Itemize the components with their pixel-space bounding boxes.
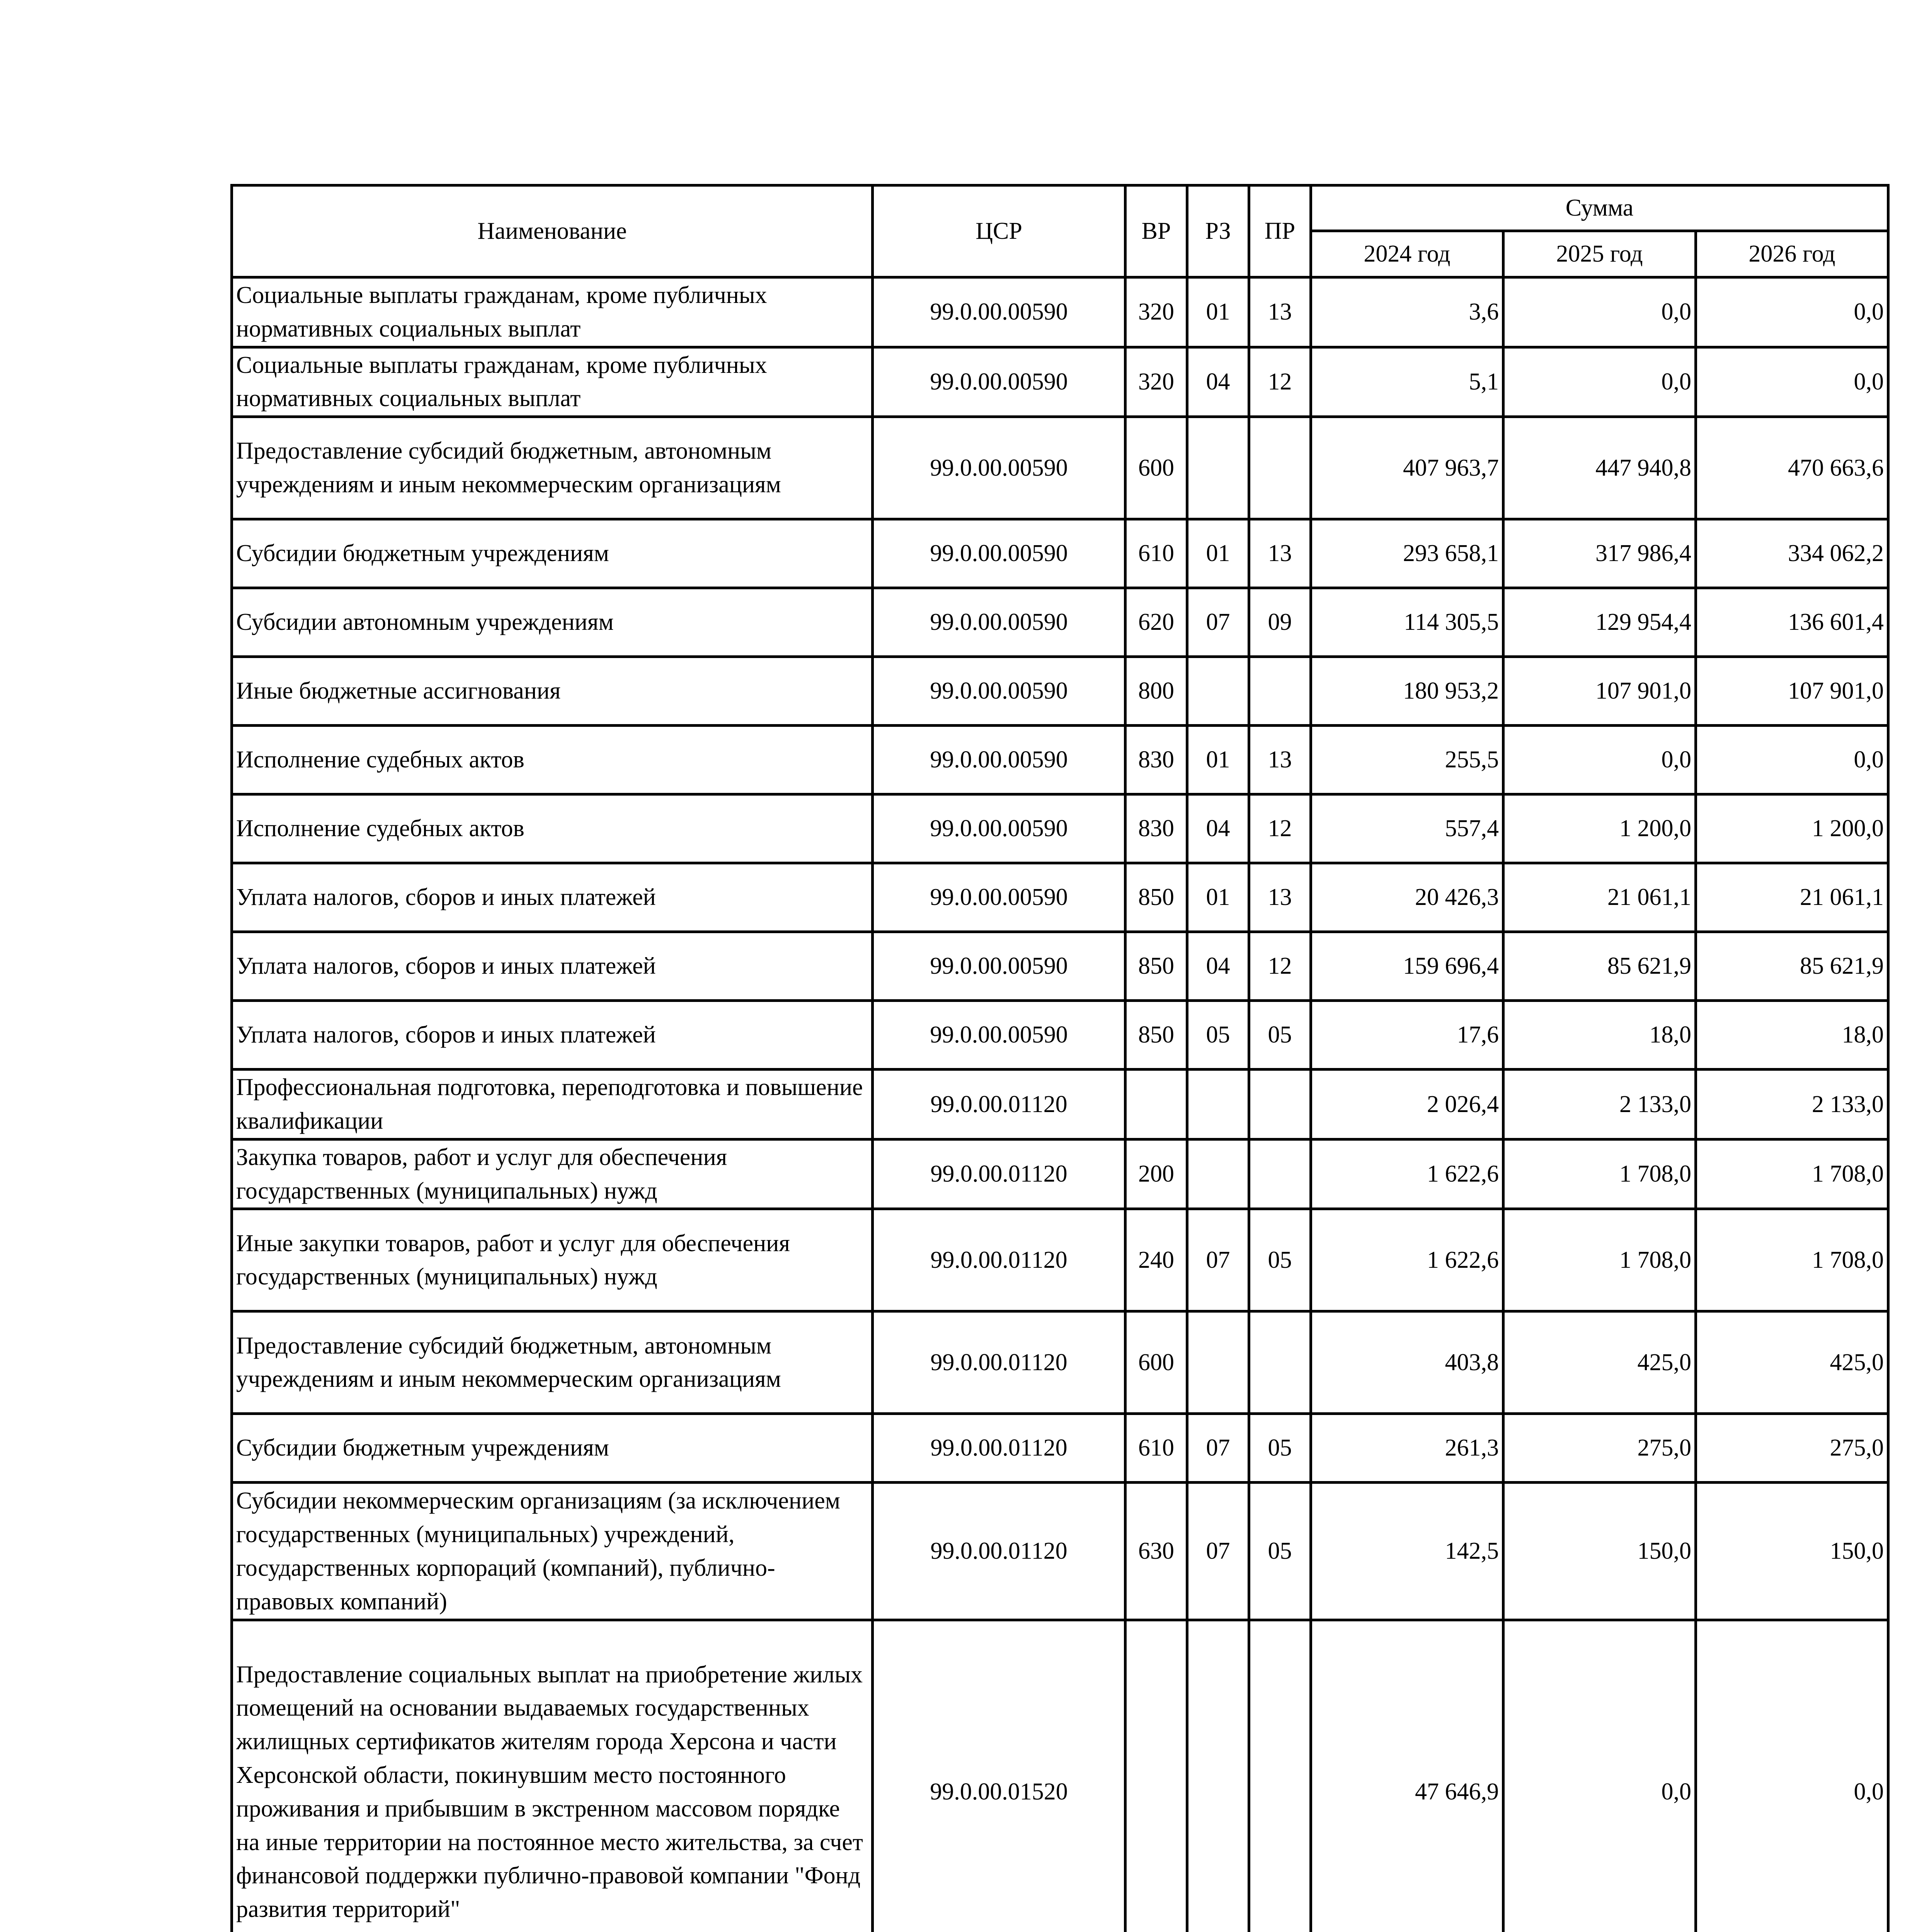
table-row bbox=[232, 519, 1888, 588]
cell-csr: 99.0.00.00590 bbox=[873, 417, 1125, 519]
cell-sum-2025: 275,0 bbox=[1503, 1414, 1696, 1483]
cell-sum-2025: 18,0 bbox=[1503, 1001, 1696, 1070]
cell-name: Субсидии некоммерческим организациям (за исключением государственных (муниципальных) учреждений, государственных корпораций (компаний), публично-правовых компаний) bbox=[232, 1483, 873, 1620]
cell-vr: 320 bbox=[1125, 347, 1187, 417]
cell-csr: 99.0.00.00590 bbox=[873, 588, 1125, 657]
cell-pr bbox=[1249, 1620, 1311, 1932]
cell-vr: 850 bbox=[1125, 932, 1187, 1001]
table-row bbox=[232, 277, 1888, 347]
table-row bbox=[232, 1483, 1888, 1620]
cell-sum-2026: 275,0 bbox=[1696, 1414, 1888, 1483]
cell-sum-2024: 2 026,4 bbox=[1311, 1070, 1503, 1139]
cell-csr: 99.0.00.00590 bbox=[873, 932, 1125, 1001]
cell-csr: 99.0.00.01120 bbox=[873, 1483, 1125, 1620]
cell-sum-2025: 447 940,8 bbox=[1503, 417, 1696, 519]
cell-pr: 12 bbox=[1249, 347, 1311, 417]
cell-sum-2024: 1 622,6 bbox=[1311, 1139, 1503, 1209]
cell-sum-2025: 317 986,4 bbox=[1503, 519, 1696, 588]
cell-sum-2026: 0,0 bbox=[1696, 277, 1888, 347]
cell-sum-2026: 0,0 bbox=[1696, 1620, 1888, 1932]
cell-sum-2026: 470 663,6 bbox=[1696, 417, 1888, 519]
cell-sum-2026: 1 708,0 bbox=[1696, 1139, 1888, 1209]
cell-name: Субсидии бюджетным учреждениям bbox=[232, 519, 873, 588]
cell-pr: 05 bbox=[1249, 1414, 1311, 1483]
table-row bbox=[232, 1209, 1888, 1311]
cell-name: Предоставление субсидий бюджетным, автономным учреждениям и иным некоммерческим организациям bbox=[232, 1311, 873, 1414]
cell-name: Социальные выплаты гражданам, кроме публичных нормативных социальных выплат bbox=[232, 347, 873, 417]
cell-sum-2026: 2 133,0 bbox=[1696, 1070, 1888, 1139]
cell-sum-2025: 2 133,0 bbox=[1503, 1070, 1696, 1139]
cell-vr: 830 bbox=[1125, 794, 1187, 863]
cell-sum-2024: 142,5 bbox=[1311, 1483, 1503, 1620]
cell-vr: 850 bbox=[1125, 1001, 1187, 1070]
cell-vr: 830 bbox=[1125, 726, 1187, 794]
cell-sum-2026: 150,0 bbox=[1696, 1483, 1888, 1620]
header-pr: ПР bbox=[1249, 185, 1311, 277]
cell-sum-2026: 85 621,9 bbox=[1696, 932, 1888, 1001]
cell-pr bbox=[1249, 417, 1311, 519]
cell-sum-2026: 425,0 bbox=[1696, 1311, 1888, 1414]
cell-sum-2024: 17,6 bbox=[1311, 1001, 1503, 1070]
cell-sum-2026: 18,0 bbox=[1696, 1001, 1888, 1070]
cell-sum-2024: 261,3 bbox=[1311, 1414, 1503, 1483]
cell-name: Исполнение судебных актов bbox=[232, 726, 873, 794]
header-year-2024: 2024 год bbox=[1311, 231, 1503, 277]
cell-rz bbox=[1187, 417, 1249, 519]
cell-rz bbox=[1187, 1070, 1249, 1139]
cell-sum-2026: 1 708,0 bbox=[1696, 1209, 1888, 1311]
cell-sum-2026: 21 061,1 bbox=[1696, 863, 1888, 932]
cell-csr: 99.0.00.00590 bbox=[873, 726, 1125, 794]
cell-pr: 13 bbox=[1249, 277, 1311, 347]
cell-rz: 01 bbox=[1187, 863, 1249, 932]
cell-sum-2024: 114 305,5 bbox=[1311, 588, 1503, 657]
cell-sum-2025: 150,0 bbox=[1503, 1483, 1696, 1620]
cell-vr: 610 bbox=[1125, 519, 1187, 588]
cell-rz: 07 bbox=[1187, 1209, 1249, 1311]
cell-sum-2025: 0,0 bbox=[1503, 277, 1696, 347]
cell-sum-2024: 407 963,7 bbox=[1311, 417, 1503, 519]
cell-vr bbox=[1125, 1620, 1187, 1932]
table-row bbox=[232, 863, 1888, 932]
cell-vr: 600 bbox=[1125, 417, 1187, 519]
cell-pr: 13 bbox=[1249, 519, 1311, 588]
cell-name: Иные закупки товаров, работ и услуг для обеспечения государственных (муниципальных) нужд bbox=[232, 1209, 873, 1311]
cell-sum-2025: 1 708,0 bbox=[1503, 1139, 1696, 1209]
cell-sum-2024: 180 953,2 bbox=[1311, 657, 1503, 726]
table-row bbox=[232, 1620, 1888, 1932]
cell-name: Социальные выплаты гражданам, кроме публичных нормативных социальных выплат bbox=[232, 277, 873, 347]
cell-vr: 240 bbox=[1125, 1209, 1187, 1311]
cell-sum-2026: 0,0 bbox=[1696, 347, 1888, 417]
cell-rz bbox=[1187, 1139, 1249, 1209]
cell-sum-2024: 403,8 bbox=[1311, 1311, 1503, 1414]
cell-pr: 13 bbox=[1249, 863, 1311, 932]
header-year-2025: 2025 год bbox=[1503, 231, 1696, 277]
cell-csr: 99.0.00.01120 bbox=[873, 1209, 1125, 1311]
cell-rz: 07 bbox=[1187, 1414, 1249, 1483]
cell-name: Исполнение судебных актов bbox=[232, 794, 873, 863]
cell-csr: 99.0.00.00590 bbox=[873, 794, 1125, 863]
cell-vr: 630 bbox=[1125, 1483, 1187, 1620]
cell-sum-2025: 107 901,0 bbox=[1503, 657, 1696, 726]
cell-rz bbox=[1187, 1620, 1249, 1932]
cell-sum-2026: 107 901,0 bbox=[1696, 657, 1888, 726]
cell-sum-2024: 293 658,1 bbox=[1311, 519, 1503, 588]
table-row bbox=[232, 657, 1888, 726]
cell-pr bbox=[1249, 1139, 1311, 1209]
cell-csr: 99.0.00.01120 bbox=[873, 1139, 1125, 1209]
budget-table bbox=[230, 184, 1890, 1932]
cell-rz: 07 bbox=[1187, 588, 1249, 657]
cell-name: Закупка товаров, работ и услуг для обеспечения государственных (муниципальных) нужд bbox=[232, 1139, 873, 1209]
table-row bbox=[232, 1139, 1888, 1209]
cell-name: Предоставление субсидий бюджетным, автономным учреждениям и иным некоммерческим организациям bbox=[232, 417, 873, 519]
cell-rz: 01 bbox=[1187, 726, 1249, 794]
cell-name: Субсидии автономным учреждениям bbox=[232, 588, 873, 657]
cell-pr: 05 bbox=[1249, 1001, 1311, 1070]
cell-sum-2026: 334 062,2 bbox=[1696, 519, 1888, 588]
cell-vr: 850 bbox=[1125, 863, 1187, 932]
cell-pr: 05 bbox=[1249, 1483, 1311, 1620]
cell-name: Уплата налогов, сборов и иных платежей bbox=[232, 932, 873, 1001]
cell-sum-2025: 129 954,4 bbox=[1503, 588, 1696, 657]
cell-csr: 99.0.00.00590 bbox=[873, 277, 1125, 347]
cell-sum-2026: 136 601,4 bbox=[1696, 588, 1888, 657]
header-sum: Сумма bbox=[1311, 185, 1888, 231]
header-rz: РЗ bbox=[1187, 185, 1249, 277]
cell-sum-2024: 20 426,3 bbox=[1311, 863, 1503, 932]
cell-name: Уплата налогов, сборов и иных платежей bbox=[232, 863, 873, 932]
cell-name: Субсидии бюджетным учреждениям bbox=[232, 1414, 873, 1483]
cell-vr: 800 bbox=[1125, 657, 1187, 726]
cell-sum-2024: 1 622,6 bbox=[1311, 1209, 1503, 1311]
cell-rz: 04 bbox=[1187, 794, 1249, 863]
cell-csr: 99.0.00.01520 bbox=[873, 1620, 1125, 1932]
cell-sum-2025: 85 621,9 bbox=[1503, 932, 1696, 1001]
cell-pr bbox=[1249, 1070, 1311, 1139]
cell-sum-2025: 1 200,0 bbox=[1503, 794, 1696, 863]
cell-sum-2024: 5,1 bbox=[1311, 347, 1503, 417]
table-row bbox=[232, 417, 1888, 519]
table-row bbox=[232, 588, 1888, 657]
cell-name: Уплата налогов, сборов и иных платежей bbox=[232, 1001, 873, 1070]
cell-rz: 07 bbox=[1187, 1483, 1249, 1620]
cell-csr: 99.0.00.01120 bbox=[873, 1414, 1125, 1483]
cell-csr: 99.0.00.00590 bbox=[873, 519, 1125, 588]
cell-rz: 05 bbox=[1187, 1001, 1249, 1070]
cell-rz: 01 bbox=[1187, 277, 1249, 347]
cell-vr: 320 bbox=[1125, 277, 1187, 347]
table-body bbox=[232, 277, 1888, 1932]
table-row bbox=[232, 1001, 1888, 1070]
cell-sum-2025: 0,0 bbox=[1503, 347, 1696, 417]
cell-rz: 04 bbox=[1187, 347, 1249, 417]
cell-csr: 99.0.00.01120 bbox=[873, 1070, 1125, 1139]
cell-pr: 12 bbox=[1249, 794, 1311, 863]
header-year-2026: 2026 год bbox=[1696, 231, 1888, 277]
cell-csr: 99.0.00.01120 bbox=[873, 1311, 1125, 1414]
cell-sum-2025: 21 061,1 bbox=[1503, 863, 1696, 932]
cell-name: Предоставление социальных выплат на приобретение жилых помещений на основании выдаваемых государственных жилищных сертификатов жителям города Херсона и части Херсонской области, покинувшим место постоянного проживания и прибывшим в экстренном массовом порядке на иные территории на постоянное место жительства, за счет финансовой поддержки публично-правовой компании "Фонд развития территорий" bbox=[232, 1620, 873, 1932]
cell-rz bbox=[1187, 657, 1249, 726]
cell-vr bbox=[1125, 1070, 1187, 1139]
cell-sum-2026: 0,0 bbox=[1696, 726, 1888, 794]
table-row bbox=[232, 794, 1888, 863]
cell-name: Иные бюджетные ассигнования bbox=[232, 657, 873, 726]
cell-rz: 01 bbox=[1187, 519, 1249, 588]
cell-sum-2026: 1 200,0 bbox=[1696, 794, 1888, 863]
cell-sum-2025: 0,0 bbox=[1503, 726, 1696, 794]
cell-sum-2024: 557,4 bbox=[1311, 794, 1503, 863]
table-row bbox=[232, 347, 1888, 417]
cell-vr: 610 bbox=[1125, 1414, 1187, 1483]
cell-csr: 99.0.00.00590 bbox=[873, 1001, 1125, 1070]
header-csr: ЦСР bbox=[873, 185, 1125, 277]
cell-sum-2025: 425,0 bbox=[1503, 1311, 1696, 1414]
cell-vr: 200 bbox=[1125, 1139, 1187, 1209]
cell-sum-2025: 1 708,0 bbox=[1503, 1209, 1696, 1311]
table-row bbox=[232, 1070, 1888, 1139]
cell-csr: 99.0.00.00590 bbox=[873, 347, 1125, 417]
cell-pr: 09 bbox=[1249, 588, 1311, 657]
cell-sum-2025: 0,0 bbox=[1503, 1620, 1696, 1932]
table-row bbox=[232, 932, 1888, 1001]
table-row bbox=[232, 1414, 1888, 1483]
cell-rz bbox=[1187, 1311, 1249, 1414]
cell-pr: 12 bbox=[1249, 932, 1311, 1001]
header-name: Наименование bbox=[232, 185, 873, 277]
cell-pr: 13 bbox=[1249, 726, 1311, 794]
cell-sum-2024: 255,5 bbox=[1311, 726, 1503, 794]
cell-pr bbox=[1249, 1311, 1311, 1414]
table-row bbox=[232, 726, 1888, 794]
cell-sum-2024: 3,6 bbox=[1311, 277, 1503, 347]
cell-sum-2024: 47 646,9 bbox=[1311, 1620, 1503, 1932]
cell-sum-2024: 159 696,4 bbox=[1311, 932, 1503, 1001]
cell-pr: 05 bbox=[1249, 1209, 1311, 1311]
cell-name: Профессиональная подготовка, переподготовка и повышение квалификации bbox=[232, 1070, 873, 1139]
cell-vr: 620 bbox=[1125, 588, 1187, 657]
cell-rz: 04 bbox=[1187, 932, 1249, 1001]
table-row bbox=[232, 1311, 1888, 1414]
cell-pr bbox=[1249, 657, 1311, 726]
header-row-top bbox=[232, 185, 1888, 231]
cell-csr: 99.0.00.00590 bbox=[873, 657, 1125, 726]
cell-vr: 600 bbox=[1125, 1311, 1187, 1414]
header-vr: ВР bbox=[1125, 185, 1187, 277]
cell-csr: 99.0.00.00590 bbox=[873, 863, 1125, 932]
